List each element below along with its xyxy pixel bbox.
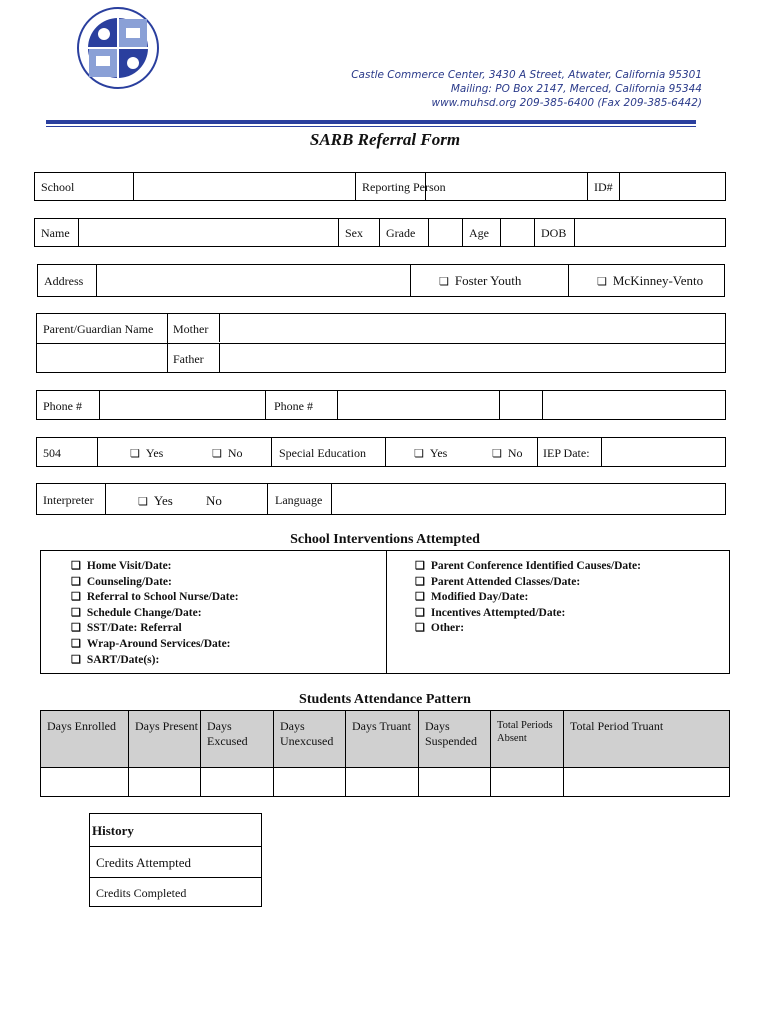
intervention-item[interactable] — [71, 637, 239, 653]
mckinney-vento-label: McKinney-Vento — [612, 273, 704, 288]
interpreter-no-option[interactable]: No — [206, 493, 222, 508]
total-period-truant-field[interactable] — [563, 767, 729, 797]
no-label: No — [507, 446, 523, 460]
checkbox-icon[interactable]: ❏ — [415, 591, 425, 604]
intervention-item[interactable] — [71, 590, 239, 606]
attendance-table — [40, 710, 730, 797]
interpreter-yes-option[interactable] — [138, 493, 173, 509]
checkbox-icon[interactable]: ❏ — [492, 448, 502, 460]
phone-label-cell-2 — [265, 391, 337, 419]
no-label: No — [227, 446, 243, 460]
mother-field[interactable] — [219, 314, 725, 342]
row-parent — [36, 313, 726, 373]
intervention-label: SST/Date: Referral — [86, 622, 182, 635]
intervention-item[interactable] — [415, 559, 641, 575]
interventions-right-list — [415, 559, 641, 637]
504-label: 504 — [43, 446, 61, 460]
foster-youth-option — [439, 273, 521, 289]
intervention-label: Counseling/Date: — [86, 575, 172, 588]
intervention-label: Other: — [430, 622, 465, 635]
reporting-label-cell — [355, 173, 446, 200]
intervention-item[interactable] — [71, 621, 239, 637]
checkbox-icon[interactable]: ❏ — [71, 653, 81, 666]
intervention-item[interactable] — [415, 575, 641, 591]
foster-youth-cell[interactable] — [410, 265, 568, 296]
checkbox-icon[interactable]: ❏ — [415, 622, 425, 635]
dob-field[interactable] — [574, 219, 725, 246]
504-no-option[interactable] — [212, 446, 243, 461]
dob-label-cell — [534, 219, 574, 246]
iep-date-label: IEP Date: — [543, 446, 590, 460]
days-suspended-field[interactable] — [418, 767, 490, 797]
language-field[interactable] — [331, 484, 725, 514]
yes-label: Yes — [145, 446, 164, 460]
yes-label: Yes — [429, 446, 448, 460]
checkbox-icon[interactable]: ❏ — [71, 606, 81, 619]
checkbox-icon[interactable]: ❏ — [212, 448, 222, 460]
checkbox-icon[interactable]: ❏ — [71, 637, 81, 650]
sped-label-cell — [271, 438, 385, 466]
checkbox-icon[interactable]: ❏ — [71, 575, 81, 588]
id-label: ID# — [594, 180, 613, 194]
checkbox-icon[interactable]: ❏ — [414, 448, 424, 460]
grade-label: Grade — [386, 226, 416, 240]
divider — [386, 551, 387, 673]
intervention-label: Referral to School Nurse/Date: — [86, 591, 239, 604]
name-label: Name — [41, 226, 70, 240]
credits-completed-label: Credits Completed — [96, 886, 187, 900]
credits-attempted-label: Credits Attempted — [96, 855, 191, 870]
row-phone — [36, 390, 726, 420]
days-enrolled-field[interactable] — [41, 767, 128, 797]
age-label-cell — [462, 219, 500, 246]
interventions-box — [40, 550, 730, 674]
phone-field-2[interactable] — [337, 391, 499, 419]
intervention-label: Schedule Change/Date: — [86, 606, 202, 619]
header-rule — [46, 120, 696, 124]
intervention-label: Parent Attended Classes/Date: — [430, 575, 581, 588]
intervention-item[interactable] — [415, 621, 641, 637]
divider — [90, 846, 261, 847]
intervention-label: Wrap-Around Services/Date: — [86, 637, 231, 650]
address-label: Address — [44, 274, 84, 288]
yes-label: Yes — [153, 493, 173, 508]
row-504 — [36, 437, 726, 467]
attendance-title: Students Attendance Pattern — [299, 692, 471, 707]
language-label-cell — [267, 484, 331, 514]
parent-guardian-label: Parent/Guardian Name — [43, 322, 154, 336]
checkbox-icon[interactable]: ❏ — [597, 276, 607, 288]
extra-field-1[interactable] — [499, 391, 542, 419]
iep-label-cell — [537, 438, 601, 466]
foster-youth-label: Foster Youth — [454, 273, 522, 288]
address-field[interactable] — [96, 265, 410, 296]
col-days-truant: Days Truant — [345, 711, 418, 767]
sped-no-option[interactable] — [492, 446, 523, 461]
intervention-label: Modified Day/Date: — [430, 591, 529, 604]
special-education-label: Special Education — [279, 446, 366, 460]
phone-field-1[interactable] — [99, 391, 265, 419]
col-total-period-truant: Total Period Truant — [563, 711, 729, 767]
checkbox-icon[interactable]: ❏ — [415, 575, 425, 588]
intervention-label: Home Visit/Date: — [86, 560, 172, 572]
row-interpreter — [36, 483, 726, 515]
divider — [37, 343, 167, 344]
sex-field[interactable] — [341, 219, 379, 246]
sex-label: Sex — [345, 226, 363, 240]
checkbox-icon[interactable]: ❏ — [71, 622, 81, 635]
school-field[interactable] — [133, 173, 355, 200]
intervention-item[interactable] — [415, 606, 641, 622]
address-line-1: Castle Commerce Center, 3430 A Street, Atwater, California 95301 — [351, 69, 702, 81]
days-unexcused-field[interactable] — [273, 767, 345, 797]
id-label-cell — [587, 173, 619, 200]
age-field[interactable] — [500, 219, 534, 246]
form-title: SARB Referral Form — [309, 130, 461, 149]
intervention-label: SART/Date(s): — [86, 653, 160, 666]
intervention-item[interactable] — [415, 590, 641, 606]
col-days-present: Days Present — [128, 711, 200, 767]
dob-label: DOB — [541, 226, 567, 240]
interventions-left-list — [71, 559, 239, 668]
row-school — [34, 172, 726, 201]
row-name — [34, 218, 726, 247]
extra-field-2[interactable] — [542, 391, 725, 419]
col-days-suspended: Days Suspended — [418, 711, 490, 767]
interpreter-label: Interpreter — [43, 493, 94, 507]
intervention-item[interactable] — [71, 606, 239, 622]
mother-label: Mother — [173, 322, 209, 336]
interpreter-options-cell — [105, 484, 267, 514]
reporting-person-field[interactable] — [425, 173, 587, 200]
school-label: School — [41, 180, 75, 194]
checkbox-icon[interactable]: ❏ — [71, 560, 81, 572]
language-label: Language — [275, 493, 323, 507]
checkbox-icon[interactable]: ❏ — [138, 496, 148, 508]
name-field[interactable] — [78, 219, 338, 246]
total-periods-absent-field[interactable] — [490, 767, 563, 797]
sped-yes-option[interactable] — [414, 446, 447, 461]
intervention-item[interactable] — [71, 575, 239, 591]
history-title: History — [92, 823, 134, 838]
days-excused-field[interactable] — [200, 767, 273, 797]
row-address — [37, 264, 725, 297]
address-line-2: Mailing: PO Box 2147, Merced, California 95344 — [450, 83, 702, 95]
col-total-periods-absent: Total Periods Absent — [490, 711, 563, 767]
checkbox-icon[interactable]: ❏ — [415, 606, 425, 619]
sped-options-cell — [385, 438, 537, 466]
grade-field[interactable] — [428, 219, 462, 246]
504-yes-option[interactable] — [130, 446, 163, 461]
phone-label-1: Phone # — [43, 399, 82, 413]
iep-date-field[interactable] — [601, 438, 725, 466]
phone-label-2: Phone # — [274, 399, 313, 413]
age-label: Age — [469, 226, 489, 240]
checkbox-icon[interactable]: ❏ — [415, 560, 425, 572]
days-truant-field[interactable] — [345, 767, 418, 797]
intervention-item[interactable] — [71, 653, 239, 669]
reporting-person-label: Reporting Person — [362, 180, 446, 194]
interventions-title: School Interventions Attempted — [290, 532, 480, 547]
504-options-cell — [97, 438, 271, 466]
id-field[interactable] — [619, 173, 725, 200]
intervention-label: Parent Conference Identified Causes/Date: — [430, 560, 641, 572]
father-field[interactable] — [219, 344, 725, 372]
days-present-field[interactable] — [128, 767, 200, 797]
mckinney-vento-cell[interactable] — [568, 265, 724, 296]
mckinney-vento-option — [597, 273, 703, 289]
checkbox-icon[interactable]: ❏ — [71, 591, 81, 604]
col-days-unexcused: Days Unexcused — [273, 711, 345, 767]
intervention-item[interactable] — [71, 559, 239, 575]
address-line-3: www.muhsd.org 209-385-6400 (Fax 209-385-6442) — [431, 97, 702, 109]
intervention-label: Incentives Attempted/Date: — [430, 606, 566, 619]
col-days-excused: Days Excused — [200, 711, 273, 767]
col-days-enrolled: Days Enrolled — [41, 711, 128, 767]
checkbox-icon[interactable]: ❏ — [439, 276, 449, 288]
grade-label-cell — [379, 219, 429, 246]
divider — [90, 877, 261, 878]
father-label: Father — [173, 352, 204, 366]
history-table — [89, 813, 262, 907]
district-logo — [76, 6, 160, 90]
checkbox-icon[interactable]: ❏ — [130, 448, 140, 460]
header-rule-thin — [46, 126, 696, 127]
